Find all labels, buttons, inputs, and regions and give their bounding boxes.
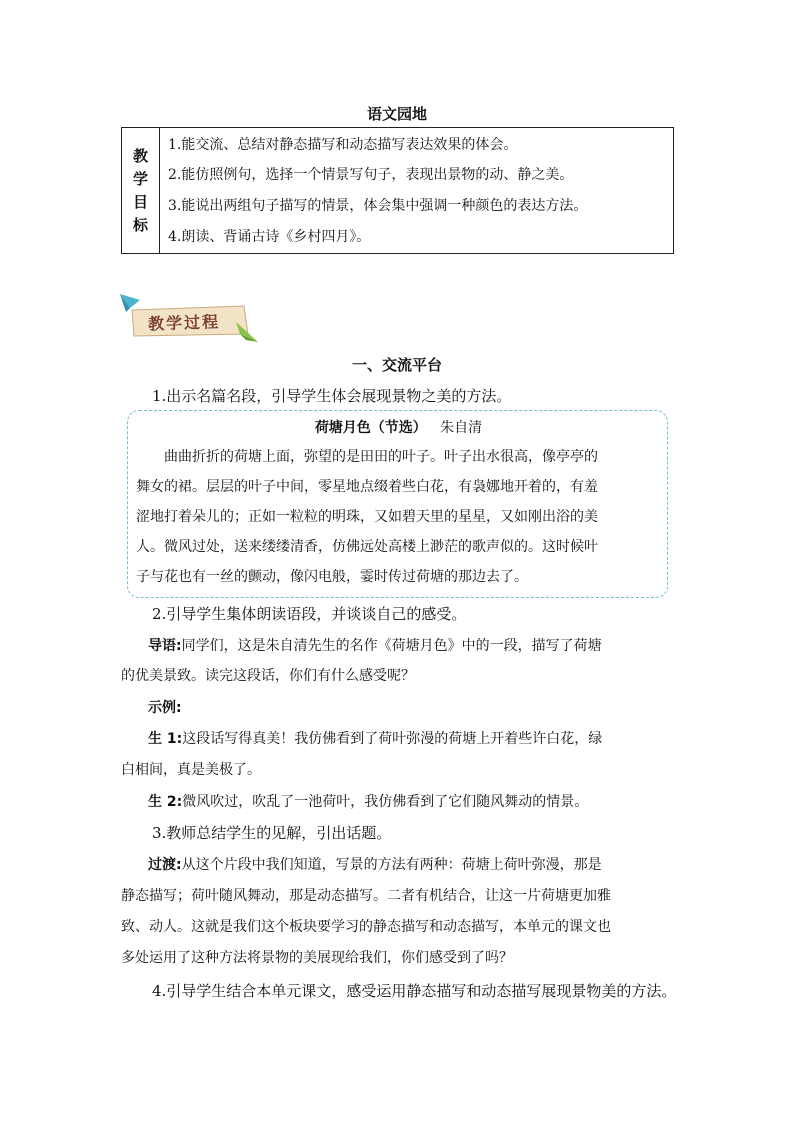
excerpt-author: 朱自清 bbox=[440, 420, 483, 436]
student1-line bbox=[148, 730, 675, 748]
guide-text: 同学们，这是朱自清先生的名作《荷塘月色》中的一段，描写了荷塘 bbox=[181, 638, 602, 654]
step-4: 4.引导学生结合本单元课文，感受运用静态描写和动态描写展现景物美的方法。 bbox=[152, 982, 677, 1000]
badge-label: 教学过程 bbox=[147, 312, 221, 334]
excerpt-line: 人。微风过处，送来缕缕清香，仿佛远处高楼上渺茫的歌声似的。这时候叶 bbox=[136, 539, 598, 555]
transition-text-line: 致、动人。这就是我们这个板块要学习的静态描写和动态描写，本单元的课文也 bbox=[121, 919, 611, 935]
teaching-goals-table bbox=[121, 127, 674, 254]
example-label: 示例: bbox=[148, 700, 182, 716]
page-title: 语文园地 bbox=[366, 105, 427, 123]
transition-text: 从这个片段中我们知道，写景的方法有两种：荷塘上荷叶弥漫，那是 bbox=[181, 857, 602, 873]
transition-line bbox=[148, 856, 675, 874]
step-2: 2.引导学生集体朗读语段，并谈谈自己的感受。 bbox=[152, 605, 467, 623]
transition-label: 过渡: bbox=[148, 857, 182, 873]
goal-item: 1.能交流、总结对静态描写和动态描写表达效果的体会。 bbox=[168, 137, 518, 153]
excerpt-heading bbox=[128, 417, 669, 437]
transition-text-line: 静态描写；荷叶随风舞动，那是动态描写。二者有机结合，让这一片荷塘更加雅 bbox=[121, 888, 611, 904]
excerpt-box bbox=[127, 410, 668, 598]
excerpt-line: 舞女的裙。层层的叶子中间，零星地点缀着些白花，有袅娜地开着的，有羞 bbox=[136, 479, 598, 495]
step-3: 3.教师总结学生的见解，引出话题。 bbox=[152, 824, 392, 842]
excerpt-line: 子与花也有一丝的颤动，像闪电般，霎时传过荷塘的那边去了。 bbox=[136, 569, 528, 585]
student2-line bbox=[148, 793, 675, 811]
excerpt-title: 荷塘月色（节选） bbox=[314, 420, 427, 436]
goal-item: 2.能仿照例句，选择一个情景写句子，表现出景物的动、静之美。 bbox=[168, 167, 574, 183]
goals-heading: 教学目标 bbox=[132, 146, 148, 234]
student2-text: 微风吹过，吹乱了一池荷叶，我仿佛看到了它们随风舞动的情景。 bbox=[182, 794, 589, 810]
excerpt-line: 曲曲折折的荷塘上面，弥望的是田田的叶子。叶子出水很高，像亭亭的 bbox=[164, 449, 598, 465]
excerpt-line: 涩地打着朵儿的；正如一粒粒的明珠，又如碧天里的星星，又如刚出浴的美 bbox=[136, 509, 598, 525]
student1-label: 生 1: bbox=[148, 731, 183, 747]
step-1: 1.出示名篇名段，引导学生体会展现景物之美的方法。 bbox=[152, 387, 512, 405]
section-heading: 一、交流平台 bbox=[351, 356, 442, 374]
transition-text-line: 多处运用了这种方法将景物的美展现给我们，你们感受到了吗？ bbox=[121, 950, 513, 966]
goal-item: 4.朗读、背诵古诗《乡村四月》。 bbox=[168, 229, 371, 245]
student2-label: 生 2: bbox=[148, 794, 183, 810]
goals-heading-cell bbox=[122, 128, 160, 253]
guide-text-continued: 的优美景致。读完这段话，你们有什么感受呢？ bbox=[121, 668, 415, 684]
guide-label: 导语: bbox=[148, 638, 182, 654]
student1-text: 这段话写得真美！我仿佛看到了荷叶弥漫的荷塘上开着些许白花，绿 bbox=[182, 731, 603, 747]
teaching-process-badge bbox=[118, 288, 260, 346]
goal-item: 3.能说出两组句子描写的情景，体会集中强调一种颜色的表达方法。 bbox=[168, 198, 588, 214]
guide-paragraph-line bbox=[148, 637, 675, 655]
student1-text-continued: 白相间，真是美极了。 bbox=[121, 762, 261, 778]
